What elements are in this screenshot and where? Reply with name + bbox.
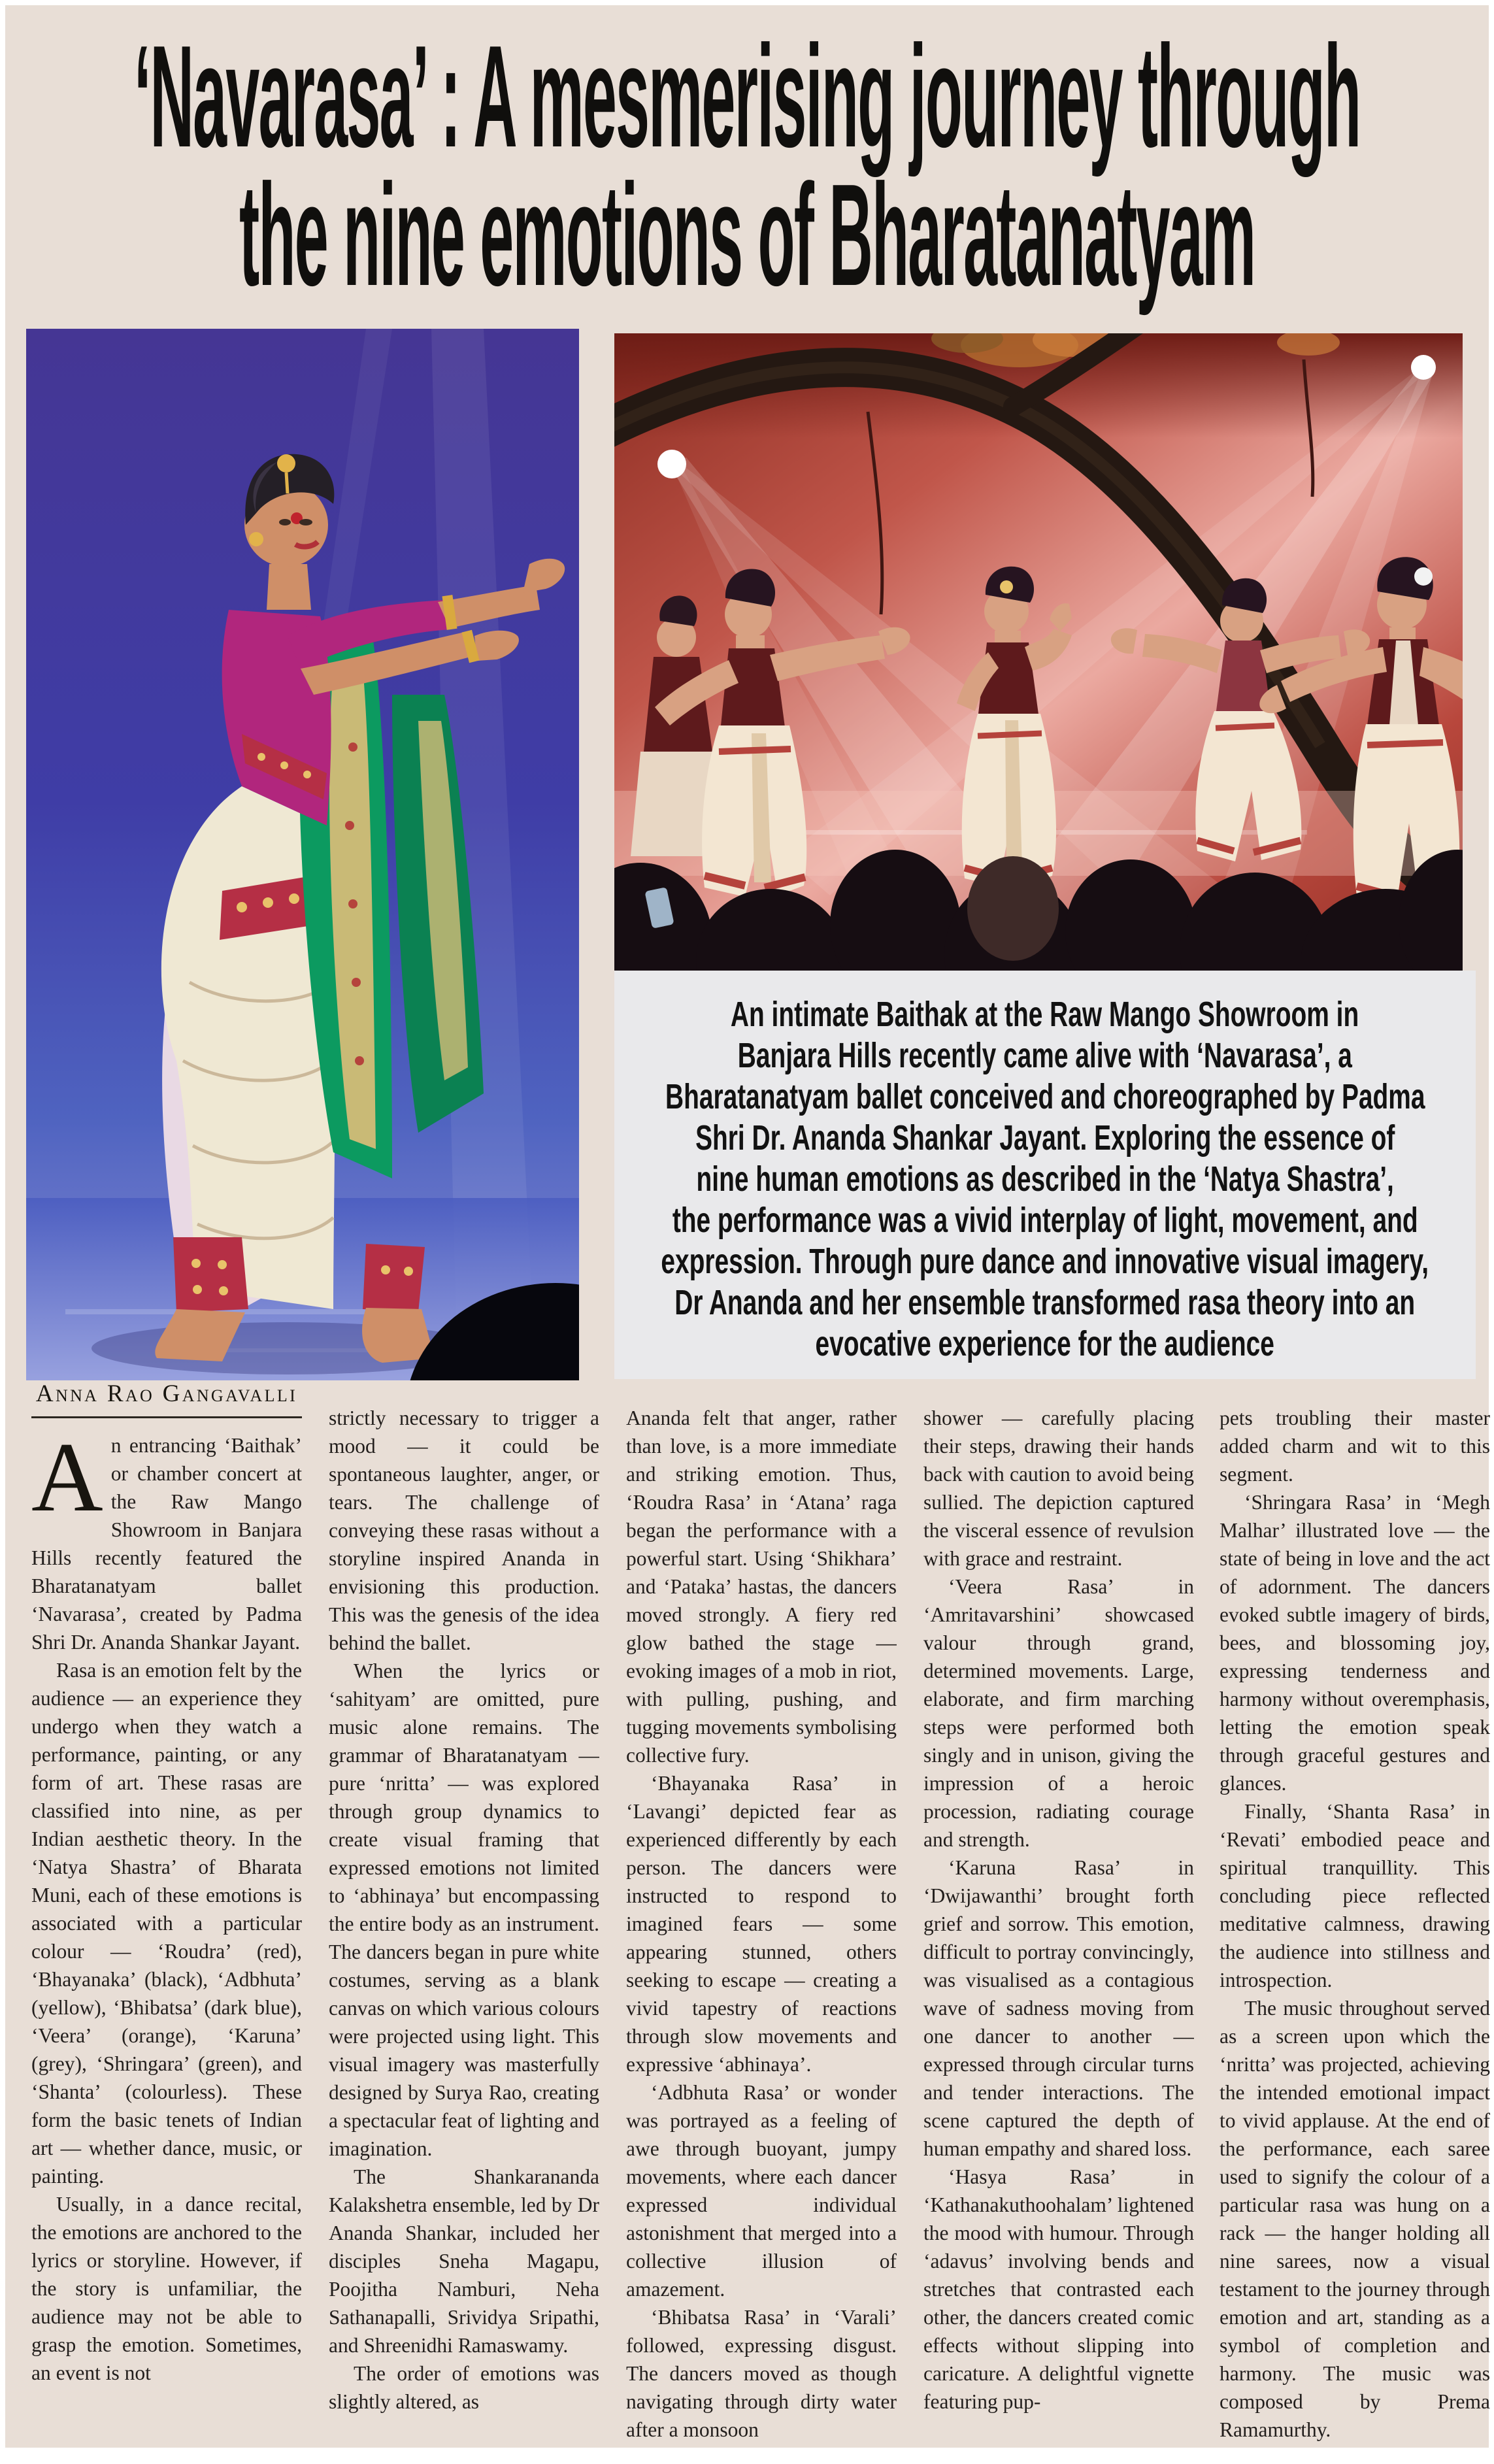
headline-line-2-text: the nine emotions of Bharatanatyam [239, 154, 1255, 316]
body-paragraph: shower — carefully placing their steps, drawing their hands back with caution to avoid being sullied. The depiction captured the visceral essence of revulsion with grace and restraint. [923, 1407, 1194, 1570]
body-paragraph: The order of emotions was slightly altered, as [329, 2362, 599, 2413]
caption-line-8 [614, 1282, 1476, 1324]
body-paragraph: The music throughout served as a screen upon which the ‘nritta’ was projected, achieving the intended emotional impact to vivid applause. At the end of the performance, each saree used to signify the colour of a particular rasa was hung on a rack — the hanger holding all nine sarees, now a visual testament to the journey through emotion and art, standing as a symbol of completion and harmony. The music was composed by Prema Ramamurthy. [1220, 1997, 1490, 2441]
caption-line-2 [614, 1035, 1476, 1076]
paper-background [5, 5, 1489, 2448]
photo-group-performance [614, 333, 1463, 971]
solo-dancer-illustration [26, 329, 579, 1380]
body-paragraph: ‘Karuna Rasa’ in ‘Dwijawanthi’ brought forth grief and sorrow. This emotion, difficult to portray convincingly, was visualised as a contagious wave of sadness moving from one dancer to another — expressed through circular turns and tender interactions. The scene captured the depth of human empathy and shared loss. [923, 1856, 1194, 2160]
caption-line-text: nine human emotions as described in the ‘Natya Shastra’, [696, 1159, 1394, 1199]
caption-line-1 [614, 994, 1476, 1035]
body-paragraph: Usually, in a dance recital, the emotions are anchored to the lyrics or storyline. However, if the story is unfamiliar, the audience may not be able to grasp the emotion. Sometimes, an event is not [31, 2193, 302, 2384]
caption-line-3 [614, 1076, 1476, 1118]
caption-line-7 [614, 1241, 1476, 1282]
caption-line-4 [614, 1118, 1476, 1159]
body-paragraph: When the lyrics or ‘sahityam’ are omitted, pure music alone remains. The grammar of Bharatanatyam — pure ‘nritta’ — was explored through group dynamics to create visual framing that expressed emotions not limited to ‘abhinaya’ but encompassing the entire body as an instrument. The dancers began in pure white costumes, serving as a blank canvas on which various colours were projected using light. This visual imagery was masterfully designed by Surya Rao, creating a spectacular feat of lighting and imagination. [329, 1659, 599, 2160]
photo-solo-dancer [26, 329, 579, 1380]
caption-line-text: evocative experience for the audience [815, 1324, 1275, 1363]
caption-line-text: Bharatanatyam ballet conceived and choreographed by Padma [665, 1077, 1425, 1116]
photo-caption-standfirst [614, 971, 1476, 1379]
body-paragraph: Finally, ‘Shanta Rasa’ in ‘Revati’ embodied peace and spiritual tranquillity. This concluding piece reflected meditative calmness, drawing the audience into stillness and introspection. [1220, 1800, 1490, 1991]
text-column-2 [329, 1404, 599, 2447]
body-paragraph: pets troubling their master added charm and wit to this segment. [1220, 1407, 1490, 1486]
body-paragraph: strictly necessary to trigger a mood — it could be spontaneous laughter, anger, or tears. The challenge of conveying these rasas without a storyline inspired Ananda in envisioning this production. This was the genesis of the idea behind the ballet. [329, 1407, 599, 1654]
article-headline [5, 16, 1489, 316]
body-paragraph: ‘Bhayanaka Rasa’ in ‘Lavangi’ depicted fear as experienced differently by each person. The dancers were instructed to respond to imagined fears — some appearing stunned, others seeking to escape — creating a vivid tapestry of reactions through slow movements and expressive ‘abhinaya’. [626, 1772, 897, 2076]
caption-line-text: Shri Dr. Ananda Shankar Jayant. Exploring the essence of [695, 1118, 1395, 1157]
caption-line-text: An intimate Baithak at the Raw Mango Showroom in [731, 995, 1359, 1034]
headline-line-1 [5, 16, 1489, 178]
body-paragraph: ‘Hasya Rasa’ in ‘Kathanakuthoohalam’ lightened the mood with humour. Through ‘adavus’ involving bends and stretches that contrasted each other, the dancers created comic effects without slipping into caricature. A delightful vignette featuring pup- [923, 2165, 1194, 2413]
caption-line-9 [614, 1324, 1476, 1365]
caption-line-text: Dr Ananda and her ensemble transformed rasa theory into an [674, 1283, 1416, 1322]
body-paragraph: ‘Bhibatsa Rasa’ in ‘Varali’ followed, expressing disgust. The dancers moved as though navigating through dirty water after a monsoon [626, 2306, 897, 2441]
caption-line-text: Banjara Hills recently came alive with ‘Navarasa’, a [737, 1036, 1353, 1075]
caption-line-5 [614, 1159, 1476, 1200]
body-paragraph: An entrancing ‘Baithak’ or chamber concert at the Raw Mango Showroom in Banjara Hills recently featured the Bharatanatyam ballet ‘Navarasa’, created by Padma Shri Dr. Ananda Shankar Jayant. [31, 1422, 302, 1654]
caption-line-text: the performance was a vivid interplay of light, movement, and [672, 1201, 1418, 1240]
text-column-3 [626, 1404, 897, 2447]
byline: Anna Rao Gangavalli [31, 1381, 302, 1418]
body-paragraph: Ananda felt that anger, rather than love, is a more immediate and striking emotion. Thus, ‘Roudra Rasa’ in ‘Atana’ raga began the performance with a powerful start. Using ‘Shikhara’ and ‘Pataka’ hastas, the dancers moved strongly. A fiery red glow bathed the stage — evoking images of a mob in riot, with pulling, pushing, and tugging movements symbolising collective fury. [626, 1407, 897, 1767]
caption-line-6 [614, 1200, 1476, 1241]
body-paragraph: ‘Adbhuta Rasa’ or wonder was portrayed as a feeling of awe through buoyant, jumpy movements, where each dancer expressed individual astonishment that merged into a collective illusion of amazement. [626, 2081, 897, 2301]
text-column-5 [1220, 1404, 1490, 2447]
text-column-4 [923, 1404, 1194, 2447]
body-paragraph: Rasa is an emotion felt by the audience — an experience they undergo when they watch a performance, painting, or any form of art. These rasas are classified into nine, as per Indian aesthetic theory. In the ‘Natya Shastra’ of Bharata Muni, each of these emotions is associated with a particular colour — ‘Roudra’ (red), ‘Bhayanaka’ (black), ‘Adbhuta’ (yellow), ‘Bhibatsa’ (dark blue), ‘Veera’ (orange), ‘Karuna’ (grey), ‘Shringara’ (green), and ‘Shanta’ (colourless). These form the basic tenets of Indian art — whether dance, music, or painting. [31, 1659, 302, 2188]
drop-cap: A [31, 1422, 103, 1532]
body-paragraph: ‘Veera Rasa’ in ‘Amritavarshini’ showcased valour through grand, determined movements. Large, elaborate, and firm marching steps were performed both singly and in unison, giving the impression of a heroic procession, radiating courage and strength. [923, 1575, 1194, 1851]
group-performance-illustration [614, 333, 1463, 971]
body-paragraph: ‘Shringara Rasa’ in ‘Megh Malhar’ illustrated love — the state of being in love and the act of adornment. The dancers evoked subtle imagery of birds, bees, and blossoming joy, expressing tenderness and harmony without overemphasis, letting the emotion speak through graceful gestures and glances. [1220, 1491, 1490, 1795]
text-column-1 [31, 1381, 302, 2447]
body-paragraph: The Shankarananda Kalakshetra ensemble, led by Dr Ananda Shankar, included her disciples Sneha Magapu, Poojitha Namburi, Neha Sathanapalli, Srividya Sripathi, and Shreenidhi Ramaswamy. [329, 2165, 599, 2357]
caption-line-text: expression. Through pure dance and innovative visual imagery, [661, 1242, 1429, 1281]
headline-line-2 [5, 154, 1489, 316]
headline-line-1-text: ‘Navarasa’ : A mesmerising journey through [134, 16, 1360, 178]
